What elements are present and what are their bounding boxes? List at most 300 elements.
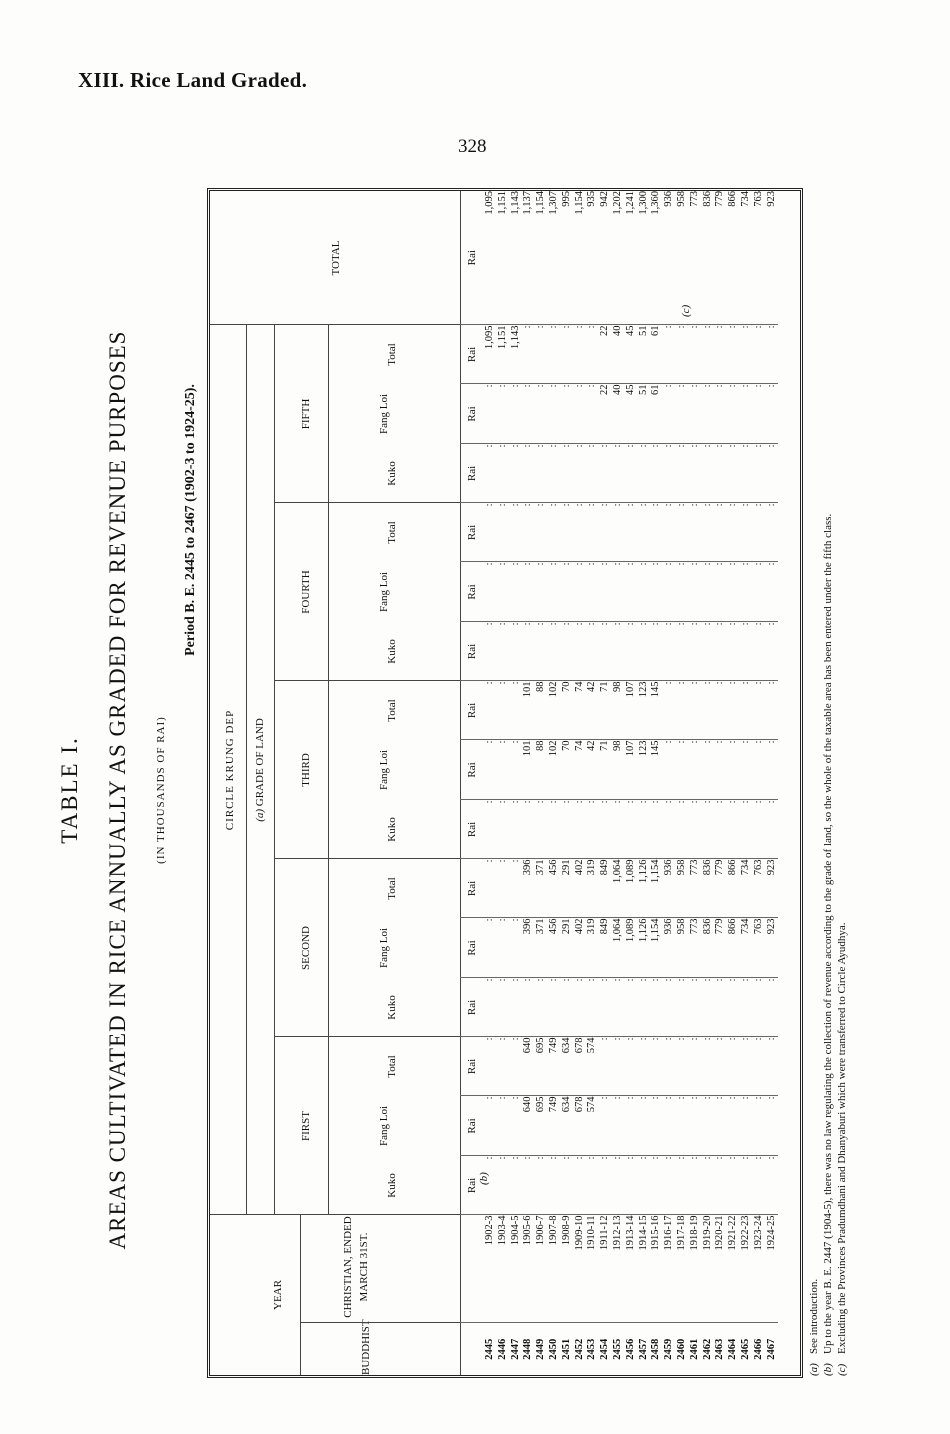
cell-fi-k: : <box>625 444 638 503</box>
cell-fi-t: 40 <box>612 325 625 384</box>
cell-fo-k: : <box>548 622 561 681</box>
cell-ce: 1904-5 <box>510 1215 523 1323</box>
cell-t-k: : <box>676 800 689 859</box>
cell-s-t: 936 <box>663 859 676 918</box>
cell-fo-f: : <box>714 562 727 622</box>
cell-f-t: 640 <box>522 1037 535 1096</box>
grade-header: GRADE OF LAND <box>254 718 266 807</box>
cell-fo-k: : <box>599 622 612 681</box>
cell-f-k: : <box>625 1156 638 1215</box>
cell-fi-k: : <box>574 444 587 503</box>
cell-total: 773 <box>689 191 702 325</box>
third-total-header: Total <box>386 699 398 722</box>
cell-ce: 1905-6 <box>522 1215 535 1323</box>
first-fangloi-header: Fang Loi <box>378 1105 390 1147</box>
cell-fo-k: : <box>522 622 535 681</box>
circle-header: CIRCLE KRUNG DEP <box>224 709 236 831</box>
cell-be: 2466 <box>752 1338 764 1360</box>
cell-fi-t: 61 <box>650 325 663 384</box>
unit-cell: Rai <box>460 562 484 622</box>
cell-fo-k: : <box>535 622 548 681</box>
cell-s-f: 849 <box>599 918 612 978</box>
cell-fo-f: : <box>522 562 535 622</box>
table-row <box>740 191 753 1375</box>
cell-fi-f: : <box>548 384 561 444</box>
cell-t-f: 98 <box>612 740 625 800</box>
cell-fo-k: : <box>753 622 766 681</box>
unit-cell: Rai <box>460 444 484 503</box>
cell-total: 1,137 <box>522 191 535 325</box>
cell-fo-t: : <box>676 503 689 562</box>
cell-t-t: : <box>663 681 676 740</box>
cell-s-k: : <box>650 978 663 1037</box>
cell-f-t: : <box>612 1037 625 1096</box>
second-kuko-header: Kuko <box>386 995 398 1020</box>
cell-t-t: : <box>676 681 689 740</box>
cell-ce: 1922-23 <box>740 1215 753 1323</box>
cell-t-t: 98 <box>612 681 625 740</box>
grand-total-header: TOTAL <box>330 240 342 276</box>
footnote-a: (a)See introduction. <box>808 1278 820 1376</box>
cell-be: 2450 <box>547 1338 559 1360</box>
cell-fi-f: : <box>522 384 535 444</box>
cell-f-k: : <box>740 1156 753 1215</box>
cell-t-t: : <box>484 681 497 740</box>
first-total-header: Total <box>386 1055 398 1078</box>
cell-t-t: : <box>714 681 727 740</box>
cell-total: 1,241 <box>625 191 638 325</box>
cell-fo-t: : <box>740 503 753 562</box>
cell-fo-k: : <box>714 622 727 681</box>
cell-fi-f: : <box>714 384 727 444</box>
cell-fo-t: : <box>561 503 574 562</box>
cell-t-f: : <box>497 740 510 800</box>
cell-s-k: : <box>766 978 779 1037</box>
cell-fi-t: : <box>586 325 599 384</box>
cell-ce: 1910-11 <box>586 1215 599 1323</box>
cell-f-t: 678 <box>574 1037 587 1096</box>
cell-fo-k: : <box>612 622 625 681</box>
cell-s-k: : <box>599 978 612 1037</box>
cell-fo-t: : <box>497 503 510 562</box>
cell-s-t: 371 <box>535 859 548 918</box>
cell-f-t: : <box>510 1037 523 1096</box>
second-grade-header: SECOND <box>300 926 312 971</box>
cell-fi-k: : <box>548 444 561 503</box>
cell-be: 2464 <box>727 1338 739 1360</box>
cell-s-f: 1,154 <box>650 918 663 978</box>
cell-t-k: : <box>753 800 766 859</box>
cell-s-k: : <box>574 978 587 1037</box>
cell-fo-f: : <box>740 562 753 622</box>
cell-f-f: 678 <box>574 1096 587 1156</box>
cell-s-f: 1,126 <box>638 918 651 978</box>
cell-fi-t: 22 <box>599 325 612 384</box>
cell-f-f: : <box>650 1096 663 1156</box>
cell-f-f: 574 <box>586 1096 599 1156</box>
cell-f-t: 574 <box>586 1037 599 1096</box>
cell-ce: 1917-18 <box>676 1215 689 1323</box>
cell-s-k: : <box>638 978 651 1037</box>
cell-f-f: : <box>714 1096 727 1156</box>
cell-fi-f: : <box>727 384 740 444</box>
cell-be: 2447 <box>509 1338 521 1360</box>
cell-f-k: : <box>522 1156 535 1215</box>
cell-f-f: : <box>663 1096 676 1156</box>
cell-s-k: : <box>548 978 561 1037</box>
cell-t-k: : <box>663 800 676 859</box>
cell-s-f: 779 <box>714 918 727 978</box>
cell-s-t: 773 <box>689 859 702 918</box>
cell-ce: 1912-13 <box>612 1215 625 1323</box>
cell-f-k: : <box>714 1156 727 1215</box>
cell-t-t: 145 <box>650 681 663 740</box>
cell-fo-t: : <box>766 503 779 562</box>
cell-t-k: : <box>548 800 561 859</box>
table-row <box>548 191 561 1375</box>
cell-fo-t: : <box>599 503 612 562</box>
cell-total: 1,154 <box>574 191 587 325</box>
cell-fo-t: : <box>574 503 587 562</box>
table-row <box>535 191 548 1375</box>
cell-fi-t: : <box>676 325 689 384</box>
fourth-fangloi-header: Fang Loi <box>378 571 390 613</box>
cell-be: 2457 <box>637 1338 649 1360</box>
cell-t-f: : <box>727 740 740 800</box>
cell-t-k: : <box>740 800 753 859</box>
cell-fi-t: : <box>714 325 727 384</box>
table-number: TABLE I. <box>57 736 82 844</box>
cell-be: 2467 <box>765 1338 777 1360</box>
cell-fo-k: : <box>663 622 676 681</box>
cell-fi-t: : <box>535 325 548 384</box>
fourth-kuko-header: Kuko <box>386 639 398 664</box>
cell-t-f: 102 <box>548 740 561 800</box>
cell-f-t: : <box>650 1037 663 1096</box>
cell-fi-k: : <box>561 444 574 503</box>
cell-fi-f: : <box>535 384 548 444</box>
cell-fo-k: : <box>676 622 689 681</box>
cell-ce: 1914-15 <box>638 1215 651 1323</box>
cell-fi-f: 61 <box>650 384 663 444</box>
data-table-frame <box>207 188 803 1378</box>
cell-t-f: : <box>702 740 715 800</box>
table-row <box>650 191 663 1375</box>
cell-fi-f: : <box>484 384 497 444</box>
unit-cell: Rai <box>460 1037 484 1096</box>
cell-f-t: : <box>689 1037 702 1096</box>
cell-ce: 1911-12 <box>599 1215 612 1323</box>
unit-cell: Rai <box>460 740 484 800</box>
cell-ce: 1923-24 <box>753 1215 766 1323</box>
cell-fi-k: : <box>702 444 715 503</box>
cell-fo-k: : <box>574 622 587 681</box>
cell-t-t: : <box>510 681 523 740</box>
cell-t-k: : <box>586 800 599 859</box>
rice-land-table <box>460 191 778 1375</box>
cell-s-t: 456 <box>548 859 561 918</box>
unit-cell <box>460 1323 484 1375</box>
cell-f-t: : <box>714 1037 727 1096</box>
footnote-b-marker: (b) <box>478 1172 490 1185</box>
cell-fi-k: : <box>586 444 599 503</box>
fifth-grade-header: FIFTH <box>300 398 312 430</box>
cell-fo-f: : <box>650 562 663 622</box>
rotated-table-panel <box>55 190 855 1390</box>
cell-f-f: : <box>689 1096 702 1156</box>
cell-fo-k: : <box>727 622 740 681</box>
cell-fi-f: 45 <box>625 384 638 444</box>
cell-be: 2465 <box>739 1338 751 1360</box>
unit-note: (IN THOUSANDS OF RAI) <box>155 716 167 864</box>
cell-f-f: : <box>740 1096 753 1156</box>
cell-t-k: : <box>650 800 663 859</box>
cell-s-t: 849 <box>599 859 612 918</box>
cell-fi-f: 40 <box>612 384 625 444</box>
first-grade-header: FIRST <box>300 1111 312 1141</box>
cell-t-t: 74 <box>574 681 587 740</box>
cell-ce: 1902-3 <box>484 1215 497 1323</box>
cell-f-f: : <box>599 1096 612 1156</box>
cell-s-k: : <box>561 978 574 1037</box>
cell-f-t: : <box>599 1037 612 1096</box>
cell-t-f: : <box>510 740 523 800</box>
cell-fi-k: : <box>766 444 779 503</box>
footnotes <box>807 196 849 1376</box>
cell-fo-f: : <box>561 562 574 622</box>
cell-t-k: : <box>497 800 510 859</box>
cell-s-t: : <box>484 859 497 918</box>
first-kuko-header: Kuko <box>386 1173 398 1198</box>
cell-s-k: : <box>535 978 548 1037</box>
cell-t-t: 88 <box>535 681 548 740</box>
cell-s-k: : <box>740 978 753 1037</box>
cell-fo-k: : <box>497 622 510 681</box>
cell-fi-f: : <box>561 384 574 444</box>
cell-t-k: : <box>766 800 779 859</box>
cell-t-k: : <box>714 800 727 859</box>
cell-be: 2461 <box>688 1338 700 1360</box>
cell-fo-k: : <box>766 622 779 681</box>
cell-f-f: : <box>766 1096 779 1156</box>
unit-cell <box>460 1215 484 1323</box>
cell-s-t: 1,064 <box>612 859 625 918</box>
cell-f-f: : <box>612 1096 625 1156</box>
unit-cell: Rai <box>460 800 484 859</box>
cell-total: 1,095 <box>484 191 497 325</box>
table-row <box>599 191 612 1375</box>
cell-total: 866 <box>727 191 740 325</box>
cell-fi-t: 1,095 <box>484 325 497 384</box>
cell-s-k: : <box>689 978 702 1037</box>
cell-s-t: 319 <box>586 859 599 918</box>
cell-fi-k: : <box>714 444 727 503</box>
third-fangloi-header: Fang Loi <box>378 749 390 791</box>
cell-s-k: : <box>522 978 535 1037</box>
cell-ce: 1908-9 <box>561 1215 574 1323</box>
cell-fo-k: : <box>650 622 663 681</box>
cell-s-k: : <box>497 978 510 1037</box>
cell-fo-k: : <box>561 622 574 681</box>
unit-cell: Rai <box>460 978 484 1037</box>
table-row <box>612 191 625 1375</box>
cell-s-f: : <box>497 918 510 978</box>
unit-cell: Rai <box>460 325 484 384</box>
cell-t-k: : <box>638 800 651 859</box>
cell-s-f: 371 <box>535 918 548 978</box>
cell-f-t: 695 <box>535 1037 548 1096</box>
cell-fo-t: : <box>548 503 561 562</box>
cell-fo-f: : <box>702 562 715 622</box>
cell-fi-k: : <box>650 444 663 503</box>
cell-s-f: 866 <box>727 918 740 978</box>
cell-fo-f: : <box>599 562 612 622</box>
cell-f-k: : <box>497 1156 510 1215</box>
unit-cell: Rai <box>460 622 484 681</box>
cell-t-t: 101 <box>522 681 535 740</box>
cell-f-f: : <box>510 1096 523 1156</box>
cell-fi-f: : <box>586 384 599 444</box>
cell-f-t: : <box>625 1037 638 1096</box>
cell-ce: 1924-25 <box>766 1215 779 1323</box>
cell-f-k: : <box>599 1156 612 1215</box>
cell-fi-t: : <box>753 325 766 384</box>
cell-t-f: : <box>766 740 779 800</box>
cell-fo-t: : <box>714 503 727 562</box>
cell-s-t: 763 <box>753 859 766 918</box>
cell-fi-k: : <box>638 444 651 503</box>
table-row <box>522 191 535 1375</box>
cell-be: 2455 <box>611 1338 623 1360</box>
cell-f-t: : <box>702 1037 715 1096</box>
cell-total: 936 <box>663 191 676 325</box>
cell-t-f: 145 <box>650 740 663 800</box>
cell-s-f: : <box>510 918 523 978</box>
cell-fi-k: : <box>522 444 535 503</box>
cell-fo-t: : <box>625 503 638 562</box>
cell-fo-f: : <box>535 562 548 622</box>
cell-f-t: : <box>727 1037 740 1096</box>
cell-f-t: : <box>753 1037 766 1096</box>
cell-f-k: : <box>753 1156 766 1215</box>
cell-ce: 1903-4 <box>497 1215 510 1323</box>
cell-fi-f: : <box>689 384 702 444</box>
cell-fi-t: : <box>766 325 779 384</box>
cell-fi-k: : <box>510 444 523 503</box>
cell-ce: 1919-20 <box>702 1215 715 1323</box>
cell-f-f: : <box>702 1096 715 1156</box>
cell-be: 2454 <box>599 1338 611 1360</box>
cell-f-f: 749 <box>548 1096 561 1156</box>
cell-s-t: 836 <box>702 859 715 918</box>
unit-cell: Rai <box>460 191 484 325</box>
cell-s-k: : <box>510 978 523 1037</box>
cell-ce: 1918-19 <box>689 1215 702 1323</box>
cell-fi-f: : <box>663 384 676 444</box>
cell-ce: 1907-8 <box>548 1215 561 1323</box>
fourth-total-header: Total <box>386 521 398 544</box>
cell-s-t: 923 <box>766 859 779 918</box>
cell-s-f: 958 <box>676 918 689 978</box>
cell-f-k: : <box>766 1156 779 1215</box>
cell-fo-t: : <box>663 503 676 562</box>
table-row <box>625 191 638 1375</box>
cell-t-k: : <box>561 800 574 859</box>
cell-s-k: : <box>753 978 766 1037</box>
cell-f-f: : <box>638 1096 651 1156</box>
cell-ce: 1913-14 <box>625 1215 638 1323</box>
cell-t-k: : <box>599 800 612 859</box>
cell-fi-f: : <box>497 384 510 444</box>
cell-t-f: 74 <box>574 740 587 800</box>
cell-fi-f: 51 <box>638 384 651 444</box>
cell-s-f: 1,089 <box>625 918 638 978</box>
cell-t-t: : <box>753 681 766 740</box>
cell-t-f: 107 <box>625 740 638 800</box>
cell-fi-f: : <box>676 384 689 444</box>
cell-f-k: : <box>574 1156 587 1215</box>
cell-total: 1,202 <box>612 191 625 325</box>
cell-f-t: : <box>766 1037 779 1096</box>
table-row <box>574 191 587 1375</box>
cell-fo-k: : <box>484 622 497 681</box>
cell-fo-t: : <box>586 503 599 562</box>
cell-fo-t: : <box>638 503 651 562</box>
cell-fi-f: : <box>753 384 766 444</box>
cell-s-t: : <box>497 859 510 918</box>
cell-f-t: : <box>663 1037 676 1096</box>
cell-fi-k: : <box>599 444 612 503</box>
cell-s-f: 936 <box>663 918 676 978</box>
cell-t-f: 70 <box>561 740 574 800</box>
cell-f-f: : <box>625 1096 638 1156</box>
cell-f-k: : <box>727 1156 740 1215</box>
cell-f-k: : <box>484 1156 497 1215</box>
cell-total: 1,307 <box>548 191 561 325</box>
cell-fo-f: : <box>663 562 676 622</box>
cell-t-t: 42 <box>586 681 599 740</box>
cell-fo-t: : <box>510 503 523 562</box>
cell-s-f: 396 <box>522 918 535 978</box>
table-row <box>714 191 727 1375</box>
cell-fi-k: : <box>689 444 702 503</box>
cell-t-k: : <box>574 800 587 859</box>
cell-ce: 1906-7 <box>535 1215 548 1323</box>
cell-total: 779 <box>714 191 727 325</box>
cell-fo-f: : <box>586 562 599 622</box>
cell-t-k: : <box>535 800 548 859</box>
cell-total: 1,360 <box>650 191 663 325</box>
cell-be: 2445 <box>484 1338 495 1360</box>
cell-fi-t: : <box>574 325 587 384</box>
cell-fi-k: : <box>535 444 548 503</box>
cell-f-t: : <box>638 1037 651 1096</box>
cell-fo-k: : <box>510 622 523 681</box>
cell-fi-f: : <box>574 384 587 444</box>
cell-s-k: : <box>727 978 740 1037</box>
cell-t-f: 88 <box>535 740 548 800</box>
cell-fi-t: 1,151 <box>497 325 510 384</box>
cell-fo-t: : <box>689 503 702 562</box>
cell-t-k: : <box>522 800 535 859</box>
cell-t-f: 71 <box>599 740 612 800</box>
unit-row <box>460 191 484 1375</box>
cell-fi-t: : <box>522 325 535 384</box>
cell-f-k: : <box>510 1156 523 1215</box>
cell-ce: 1920-21 <box>714 1215 727 1323</box>
cell-t-t: : <box>689 681 702 740</box>
third-grade-header: THIRD <box>300 753 312 787</box>
